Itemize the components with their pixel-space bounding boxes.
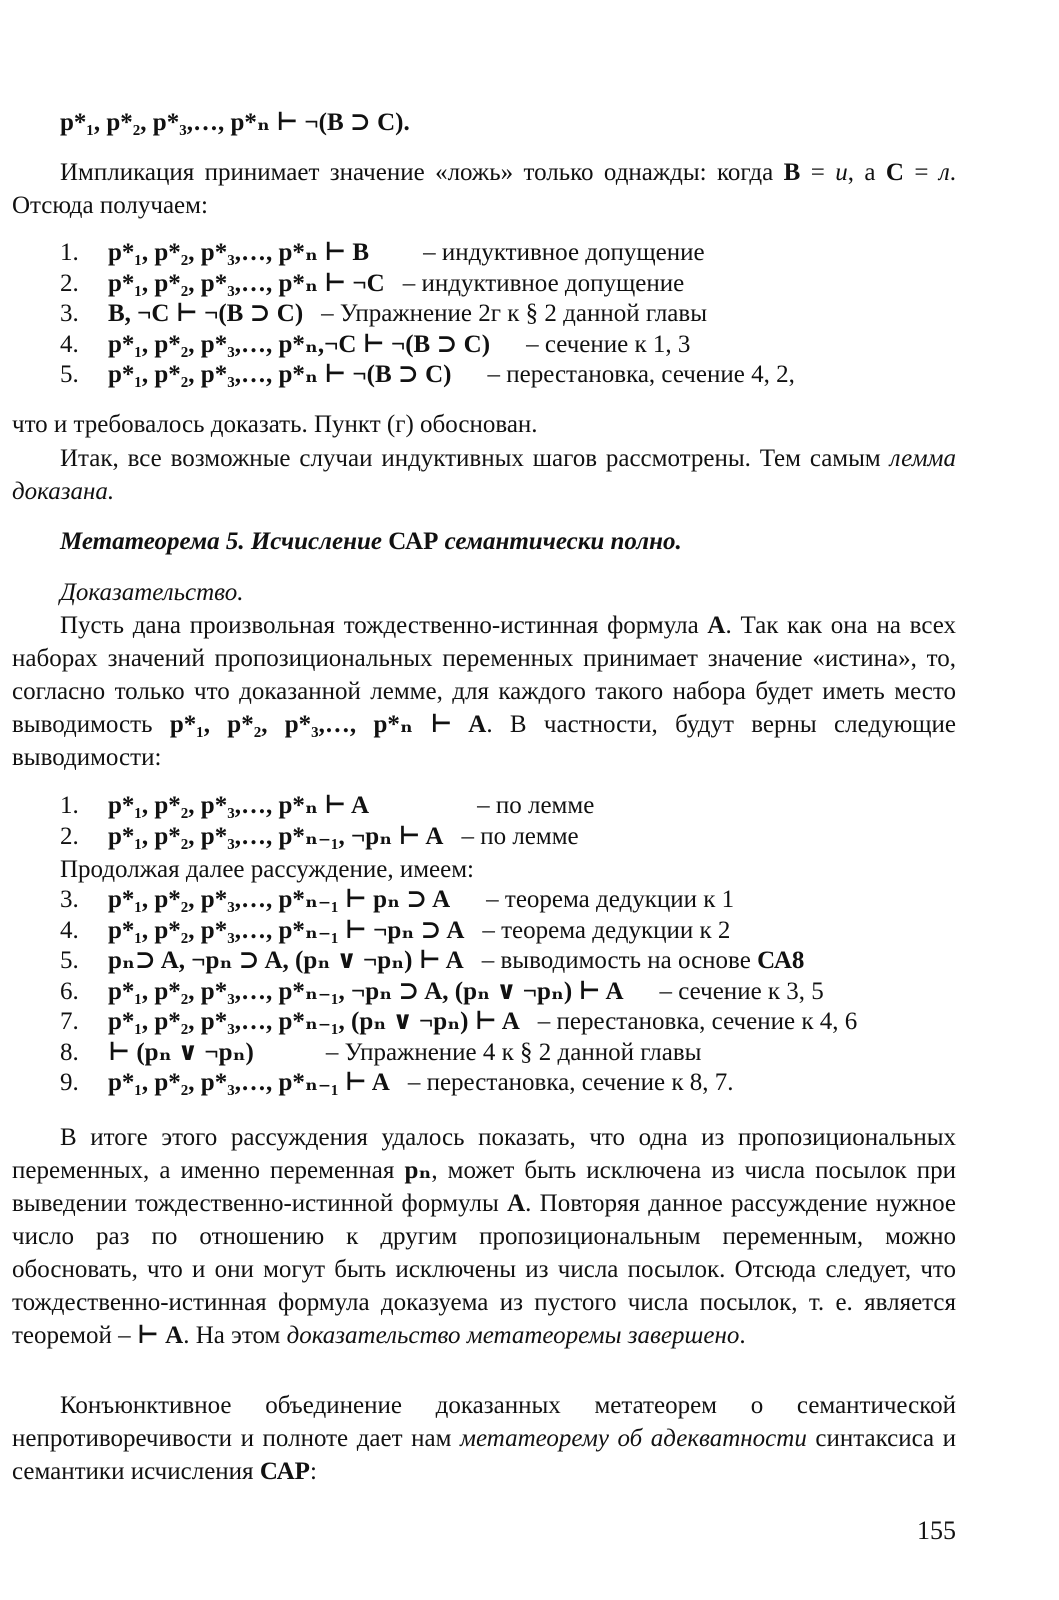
justification: – теорема дедукции к 1 — [486, 886, 735, 913]
item-number: 2. — [60, 269, 79, 297]
italic-term: и — [835, 159, 848, 186]
formula: p*₁, p*₂, p*₃,…, p*ₙ ⊢ A — [108, 792, 370, 819]
axiom-ref: СА8 — [757, 947, 805, 974]
item-number: 3. — [60, 300, 79, 327]
justification: – сечение к 1, 3 — [526, 330, 691, 358]
justification: – перестановка, сечение к 4, 6 — [537, 1008, 858, 1035]
list-item — [60, 1068, 857, 1099]
paragraph-implication — [12, 156, 956, 222]
italic-term: л — [938, 159, 950, 186]
formula: B, ¬C ⊢ ¬(B ⊃ C) — [108, 300, 304, 327]
theorem-title — [60, 525, 682, 558]
text: синтаксиса и семантики исчисления — [12, 1425, 957, 1485]
list-item — [60, 360, 795, 391]
item-number: 9. — [60, 1069, 79, 1096]
page-number: 155 — [917, 1516, 956, 1545]
item-number: 2. — [60, 822, 79, 850]
list-item — [60, 330, 795, 361]
text: Итак, все возможные случаи индуктивных шагов рассмотрены. Тем самым — [60, 445, 890, 472]
text: . Так как она на всех наборах значений пропозициональных переменных принимает значение «истина», то, согласно только что доказанной лемме, для каждого такого набора будет иметь место выводимость — [12, 612, 956, 738]
formula: p*₁, p*₂, p*₃,…, p*ₙ₋₁ ⊢ ¬pₙ ⊃ A — [108, 916, 465, 944]
continue-line: Продолжая далее рассуждение, имеем: — [60, 856, 475, 883]
formula: p*₁, p*₂, p*₃,…, p*ₙ ⊢ ¬C — [108, 269, 385, 297]
justification: – по лемме — [461, 822, 579, 850]
text: . Повторяя данное рассуждение нужное число раз по отношению к другим пропозициональным переменным, можно обосновать, что и они могут быть исключены из числа посылок. Отсюда следует, что тождественно-истинная формула доказуема из пустого числа посылок, т. е. является теоремой – — [12, 1190, 956, 1349]
item-number: 5. — [60, 947, 79, 974]
justification: – индуктивное допущение — [402, 269, 685, 297]
formula: p*₁, p*₂, p*₃,…, p*ₙ ⊢ ¬(B ⊃ C) — [108, 361, 452, 388]
text: = — [903, 159, 939, 186]
bold-term: САР — [259, 1458, 310, 1485]
list-item — [60, 269, 795, 300]
top-formula: p*₁, p*₂, p*₃,…, p*ₙ ⊢ ¬(B ⊃ C). — [60, 109, 410, 136]
paragraph-conclusion: что и требовалось доказать. Пункт (г) обоснован. — [12, 411, 538, 438]
bold-formula: ⊢ A — [136, 1322, 184, 1349]
justification: – перестановка, сечение к 8, 7. — [407, 1069, 734, 1096]
justification: – выводимость на основе — [481, 947, 758, 974]
derivation-list-1 — [60, 238, 795, 391]
justification: – по лемме — [477, 792, 595, 819]
justification: – перестановка, сечение 4, 2, — [487, 361, 795, 388]
item-number: 7. — [60, 1008, 79, 1035]
text: В итоге этого рассуждения удалось показать, что одна из пропозициональных переменных, а именно переменная — [12, 1124, 956, 1184]
list-item — [60, 238, 795, 269]
text: . — [739, 1322, 746, 1349]
justification: – сечение к 3, 5 — [659, 977, 824, 1005]
item-number: 1. — [60, 239, 79, 266]
text: . В частности, будут верны следующие выводимости: — [12, 711, 957, 771]
justification: – Упражнение 4 к § 2 данной главы — [325, 1038, 702, 1066]
justification: – индуктивное допущение — [423, 239, 705, 266]
list-item — [60, 946, 857, 977]
formula: p*₁, p*₂, p*₃,…, p*ₙ ⊢ B — [108, 239, 370, 266]
text: . На этом — [183, 1322, 287, 1349]
text: , а — [847, 159, 886, 186]
formula: ⊢ (pₙ ∨ ¬pₙ) — [108, 1038, 254, 1066]
text: . Отсюда получаем: — [12, 159, 957, 219]
bold-term: B — [783, 159, 801, 186]
item-number: 1. — [60, 792, 79, 819]
list-item — [60, 791, 594, 822]
italic-phrase: лемма доказана. — [12, 445, 956, 505]
italic-phrase: доказательство метатеоремы завершено — [286, 1322, 740, 1349]
formula: p*₁, p*₂, p*₃,…, p*ₙ,¬C ⊢ ¬(B ⊃ C) — [108, 330, 491, 358]
derivation-list-2a — [60, 791, 594, 852]
proof-label: Доказательство. — [60, 579, 244, 606]
paragraph-summary — [12, 442, 956, 508]
text: , может быть исключена из числа посылок при выведении тождественно-истинной формулы — [12, 1157, 956, 1217]
item-number: 4. — [60, 916, 79, 944]
list-item — [60, 977, 857, 1008]
text: : — [309, 1458, 317, 1485]
formula: p*₁, p*₂, p*₃,…, p*ₙ₋₁, ¬pₙ ⊃ A, (pₙ ∨ ¬pₙ) ⊢ A — [108, 977, 624, 1005]
bold-formula: p*₁, p*₂, p*₃,…, p*ₙ ⊢ A — [169, 711, 487, 738]
item-number: 6. — [60, 977, 79, 1005]
justification: – теорема дедукции к 2 — [482, 916, 731, 944]
item-number: 3. — [60, 886, 79, 913]
text: Метатеорема 5. Исчисление — [60, 528, 389, 555]
italic-phrase: метатеорему об адекватности — [459, 1425, 807, 1452]
formula: p*₁, p*₂, p*₃,…, p*ₙ₋₁, ¬pₙ ⊢ A — [108, 822, 444, 850]
bold-term: A — [507, 1190, 526, 1217]
formula: p*₁, p*₂, p*₃,…, p*ₙ₋₁ ⊢ pₙ ⊃ A — [108, 886, 451, 913]
item-number: 8. — [60, 1038, 79, 1066]
text: Импликация принимает значение «ложь» только однажды: когда — [60, 159, 784, 186]
item-number: 5. — [60, 361, 79, 388]
item-number: 4. — [60, 330, 79, 358]
list-item — [60, 299, 795, 330]
paragraph-result — [12, 1121, 956, 1352]
paragraph-proof — [12, 609, 956, 774]
derivation-list-2b — [60, 885, 857, 1099]
bold-term: pₙ — [404, 1157, 432, 1184]
bold-term: C — [885, 159, 904, 186]
justification: – Упражнение 2г к § 2 данной главы — [321, 300, 707, 327]
paragraph-adequacy — [12, 1389, 956, 1488]
text: = — [800, 159, 836, 186]
list-item — [60, 822, 594, 853]
list-item — [60, 1038, 857, 1069]
formula: pₙ⊃ A, ¬pₙ ⊃ A, (pₙ ∨ ¬pₙ) ⊢ A — [108, 947, 464, 974]
list-item — [60, 1007, 857, 1038]
text: семантически полно. — [438, 528, 682, 555]
list-item — [60, 916, 857, 947]
list-item — [60, 885, 857, 916]
formula: p*₁, p*₂, p*₃,…, p*ₙ₋₁ ⊢ A — [108, 1069, 390, 1096]
text: Пусть дана произвольная тождественно-истинная формула — [60, 612, 708, 639]
bold-term: A — [707, 612, 726, 639]
formula: p*₁, p*₂, p*₃,…, p*ₙ₋₁, (pₙ ∨ ¬pₙ) ⊢ A — [108, 1008, 520, 1035]
bold-term: САР — [388, 528, 439, 555]
text: Конъюнктивное объединение доказанных метатеорем о семантической непротиворечивости и полноте дает нам — [12, 1392, 956, 1452]
